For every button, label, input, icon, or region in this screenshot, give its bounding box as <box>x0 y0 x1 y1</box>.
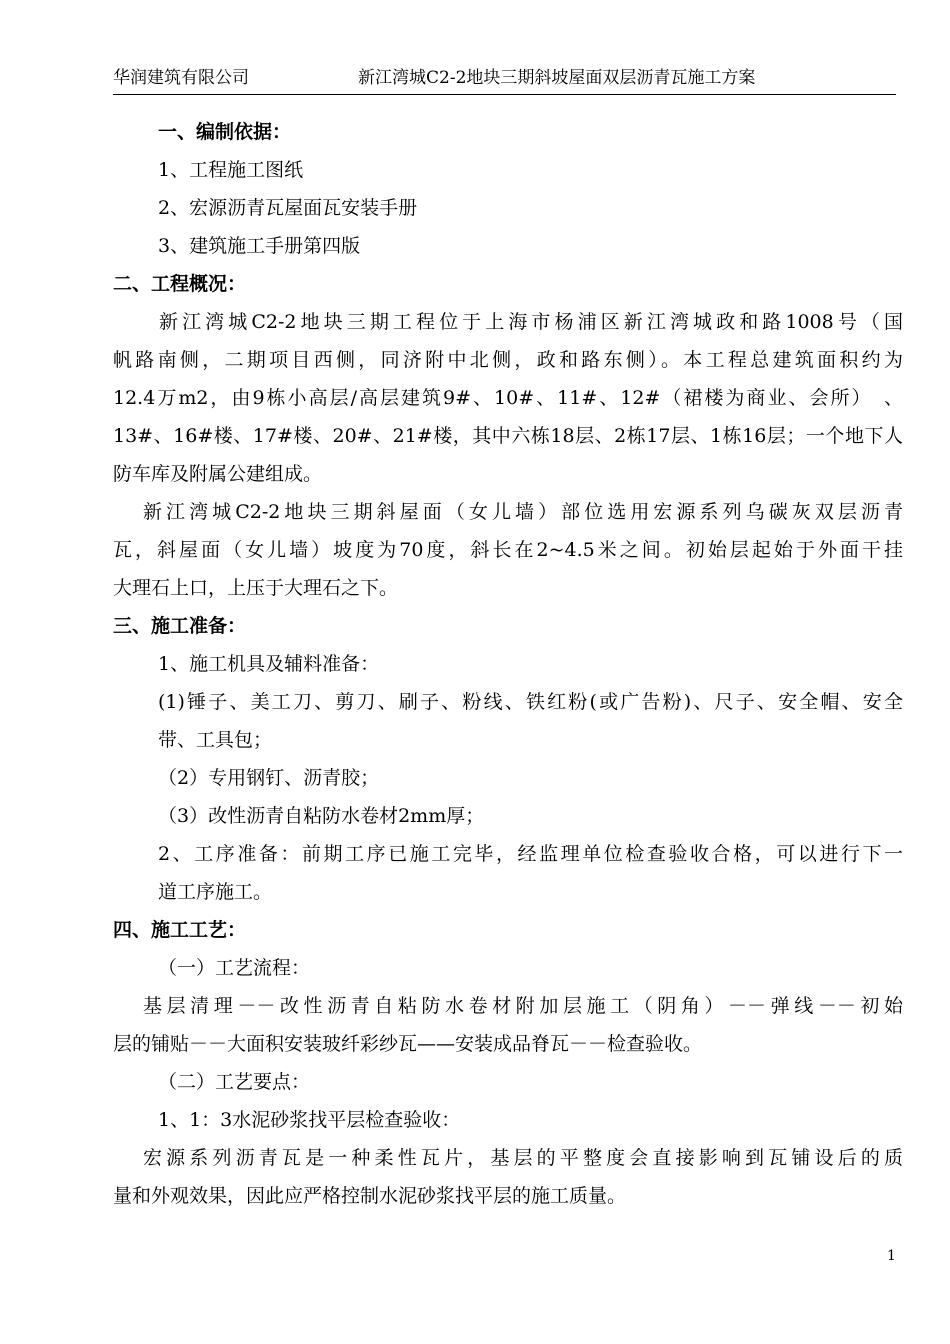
paragraph-line: 防车库及附属公建组成。 <box>113 463 323 485</box>
subheading: （一）工艺流程： <box>158 957 311 979</box>
list-item: 2、宏源沥青瓦屋面瓦安装手册 <box>158 197 418 219</box>
list-item: 3、建筑施工手册第四版 <box>158 235 361 257</box>
list-item: 道工序施工。 <box>158 881 273 903</box>
heading-2: 二、工程概况： <box>113 273 247 295</box>
list-item: （2）专用钢钉、沥青胶； <box>158 767 380 789</box>
page-number: 1 <box>887 1248 896 1264</box>
paragraph-line: 大理石上口，上压于大理石之下。 <box>113 577 399 599</box>
document-title: 新江湾城C2-2地块三期斜坡屋面双层沥青瓦施工方案 <box>358 68 756 88</box>
paragraph-line: 13#、16#楼、17#楼、20#、21#楼，其中六栋18层、2栋17层、1栋16层；一个地下人 <box>113 425 903 447</box>
list-item: 2、工序准备：前期工序已施工完毕，经监理单位检查验收合格，可以进行下一 <box>158 843 903 865</box>
list-item: 1、工程施工图纸 <box>158 159 304 181</box>
list-item: （3）改性沥青自粘防水卷材2mm厚； <box>158 805 485 827</box>
page-header <box>113 64 896 95</box>
heading-1: 一、编制依据： <box>158 121 292 143</box>
paragraph-line: 瓦，斜屋面（女儿墙）坡度为70度，斜长在2~4.5米之间。初始层起始于外面干挂 <box>113 539 903 561</box>
list-item: (1)锤子、美工刀、剪刀、刷子、粉线、铁红粉(或广告粉)、尺子、安全帽、安全 <box>158 691 903 713</box>
heading-3: 三、施工准备： <box>113 615 247 637</box>
paragraph-line: 宏源系列沥青瓦是一种柔性瓦片，基层的平整度会直接影响到瓦铺设后的质 <box>143 1147 903 1169</box>
paragraph-line: 12.4万m2，由9栋小高层/高层建筑9#、10#、11#、12#（裙楼为商业、会所） 、 <box>113 387 903 409</box>
document-body <box>113 113 903 1215</box>
company-name: 华润建筑有限公司 <box>113 68 249 88</box>
list-item: 带、工具包； <box>158 729 273 751</box>
paragraph-line: 基层清理－－改性沥青自粘防水卷材附加层施工（阴角）－－弹线－－初始 <box>143 995 903 1017</box>
heading-4: 四、施工工艺： <box>113 919 247 941</box>
paragraph-line: 新江湾城C2-2地块三期斜屋面（女儿墙）部位选用宏源系列乌碳灰双层沥青 <box>143 501 903 523</box>
paragraph-line: 新江湾城C2-2地块三期工程位于上海市杨浦区新江湾城政和路1008号（国 <box>159 311 903 333</box>
list-item: 1、施工机具及辅料准备： <box>158 653 380 675</box>
paragraph-line: 帆路南侧，二期项目西侧，同济附中北侧，政和路东侧）。本工程总建筑面积约为 <box>113 349 903 371</box>
paragraph-line: 量和外观效果，因此应严格控制水泥砂浆找平层的施工质量。 <box>113 1185 627 1207</box>
list-item: 1、1：3水泥砂浆找平层检查验收： <box>158 1109 461 1131</box>
paragraph-line: 层的铺贴－－大面积安装玻纤彩纱瓦——安装成品脊瓦－－检查验收。 <box>113 1033 703 1055</box>
subheading: （二）工艺要点： <box>158 1071 311 1093</box>
